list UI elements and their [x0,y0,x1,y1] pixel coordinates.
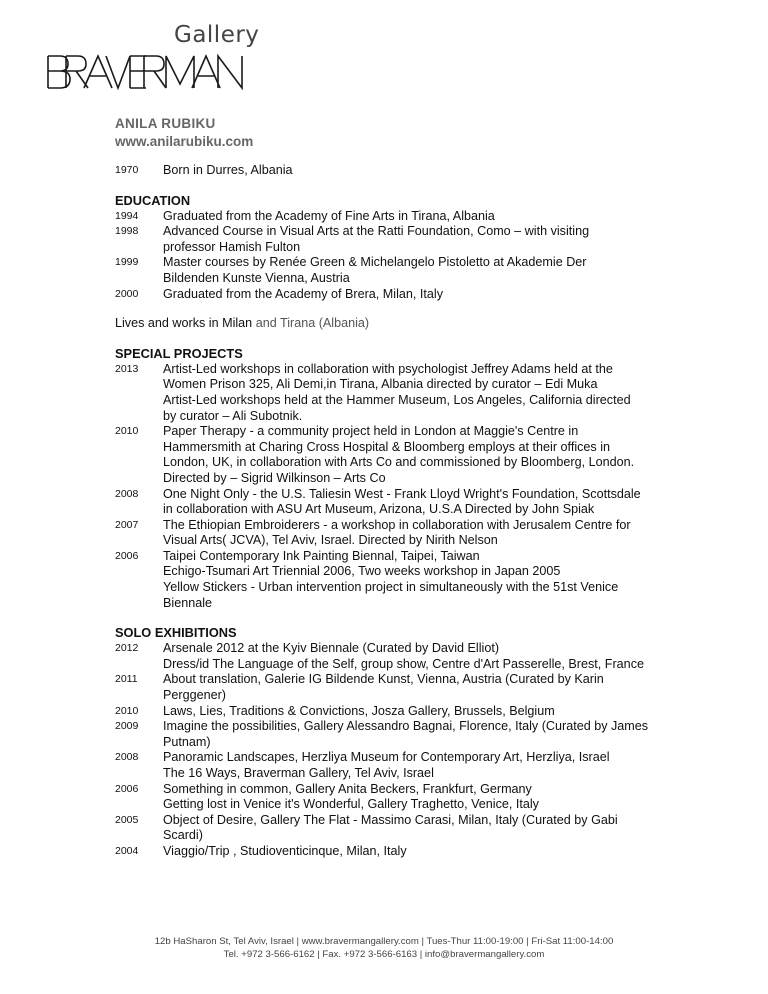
year-label: 2009 [115,720,139,733]
year-label: 2000 [115,287,139,300]
year-label: 2010 [115,425,139,438]
entry-text: Women Prison 325, Ali Demi,in Tirana, Albania directed by curator – Edi Muka [163,377,598,392]
entry-row [115,224,715,240]
logo-wordmark [46,54,246,90]
year-label [115,271,163,287]
education-list [115,209,715,303]
footer [0,935,768,961]
entry-row [115,549,715,565]
entry-row [115,813,715,829]
entry-row [115,271,715,287]
solo-exhibitions-list [115,641,715,859]
year-label [115,393,163,409]
year-label [115,240,163,256]
year-label: 2010 [115,704,139,717]
entry-text: Panoramic Landscapes, Herzliya Museum for Contemporary Art, Herzliya, Israel [163,750,610,765]
year-label [115,688,163,704]
entry-text: by curator – Ali Subotnik. [163,408,303,423]
entry-text: Graduated from the Academy of Brera, Milan, Italy [163,286,443,301]
entry-row [115,750,715,766]
year-label: 1970 [115,164,139,176]
entry-row [115,409,715,425]
entry-row [115,440,715,456]
logo-gallery-word: Gallery [174,22,260,48]
entry-row [115,518,715,534]
entry-text: About translation, Galerie IG Bildende Kunst, Vienna, Austria (Curated by Karin [163,672,604,687]
entry-text: in collaboration with ASU Art Museum, Arizona, U.S.A Directed by John Spiak [163,502,595,517]
year-label [115,564,163,580]
year-label [115,455,163,471]
entry-row [115,455,715,471]
entry-text: Visual Arts( JCVA), Tel Aviv, Israel. Directed by Nirith Nelson [163,533,498,548]
entry-row [115,287,715,303]
entry-text: Imagine the possibilities, Gallery Alessandro Bagnai, Florence, Italy (Curated by James [163,719,649,734]
year-label: 2007 [115,518,139,531]
artist-name: ANILA RUBIKU [115,116,216,131]
year-label [115,657,163,673]
entry-row [115,828,715,844]
year-label [115,377,163,393]
year-label [115,533,163,549]
entry-text: Laws, Lies, Traditions & Convictions, Josza Gallery, Brussels, Belgium [163,703,555,718]
year-label [115,797,163,813]
year-label: 2006 [115,782,139,795]
entry-row [115,502,715,518]
entry-text: Arsenale 2012 at the Kyiv Biennale (Curated by David Elliot) [163,641,500,656]
cv-content [115,163,715,860]
entry-text: Dress/id The Language of the Self, group show, Centre d'Art Passerelle, Brest, France [163,656,644,671]
entry-text: The 16 Ways, Braverman Gallery, Tel Aviv, Israel [163,766,434,780]
year-label [115,735,163,751]
lives-main: Lives and works in Milan [115,316,256,331]
year-label [115,580,163,596]
year-label [115,502,163,518]
entry-text: Getting lost in Venice it's Wonderful, Gallery Traghetto, Venice, Italy [163,797,539,812]
entry-text: The Ethiopian Embroiderers - a workshop in collaboration with Jerusalem Centre for [163,517,631,532]
footer-address-line: 12b HaSharon St, Tel Aviv, Israel | www.bravermangallery.com | Tues-Thur 11:00-19:00 | Fri-Sat 11:00-14:00 [154,936,614,947]
year-label: 1994 [115,209,139,222]
entry-text: Taipei Contemporary Ink Painting Biennal, Taipei, Taiwan [163,548,480,563]
year-label: 2011 [115,673,138,686]
year-label: 2013 [115,362,139,375]
entry-row [115,393,715,409]
entry-row [115,240,715,256]
special-projects-list [115,362,715,612]
entry-row [115,672,715,688]
year-label: 2005 [115,813,139,826]
entry-text: Artist-Led workshops in collaboration with psychologist Jeffrey Adams held at the [163,361,613,376]
entry-text: Object of Desire, Gallery The Flat - Massimo Carasi, Milan, Italy (Curated by Gabi [163,812,618,827]
entry-text: Yellow Stickers - Urban intervention project in simultaneously with the 51st Venice [163,580,619,595]
entry-text: London, UK, in collaboration with Arts Co and commissioned by Bloomberg, London. [163,455,635,470]
solo-exhibitions-heading: SOLO EXHIBITIONS [115,625,237,641]
entry-row [115,209,715,225]
entry-text: Putnam) [163,734,211,749]
year-label: 2006 [115,549,139,562]
birth-row [115,163,715,179]
year-label: 1999 [115,256,139,269]
entry-row [115,719,715,735]
special-projects-heading: SPECIAL PROJECTS [115,345,243,361]
year-label: 2004 [115,844,139,857]
entry-text: Hammersmith at Charing Cross Hospital & Bloomberg employs at their offices in [163,439,611,454]
artist-website[interactable]: www.anilarubiku.com [115,134,254,149]
entry-text: Something in common, Gallery Anita Beckers, Frankfurt, Germany [163,781,532,796]
entry-row [115,424,715,440]
year-label: 2012 [115,642,139,655]
entry-text: Master courses by Renée Green & Michelangelo Pistoletto at Akademie Der [163,255,587,270]
entry-row [115,766,715,782]
entry-row [115,688,715,704]
entry-row [115,487,715,503]
year-label: 2008 [115,487,139,500]
year-label [115,471,163,487]
entry-row [115,657,715,673]
year-label [115,766,163,782]
entry-text: Artist-Led workshops held at the Hammer Museum, Los Angeles, California directed [163,392,631,407]
year-label: 2008 [115,751,139,764]
year-label [115,440,163,456]
entry-text: Scardi) [163,828,203,843]
year-label [115,828,163,844]
gallery-logo [46,22,260,92]
entry-row [115,580,715,596]
entry-text: Echigo-Tsumari Art Triennial 2006, Two weeks workshop in Japan 2005 [163,564,561,579]
year-label [115,409,163,425]
entry-row [115,797,715,813]
year-label: 1998 [115,225,139,238]
footer-contact-line: Tel. +972 3-566-6162 | Fax. +972 3-566-6163 | info@bravermangallery.com [223,949,545,960]
entry-text: Advanced Course in Visual Arts at the Ratti Foundation, Como – with visiting [163,224,590,239]
entry-row [115,844,715,860]
entry-row [115,782,715,798]
entry-row [115,704,715,720]
entry-row [115,377,715,393]
lives-muted: and Tirana (Albania) [255,316,370,331]
entry-text: Viaggio/Trip , Studioventicinque, Milan, Italy [163,843,407,858]
entry-text: professor Hamish Fulton [163,239,301,254]
lives-and-works [115,316,715,332]
entry-text: Perggener) [163,688,227,703]
entry-row [115,471,715,487]
entry-row [115,362,715,378]
entry-text: Bildenden Kunste Vienna, Austria [163,270,350,285]
education-heading: EDUCATION [115,192,191,208]
entry-row [115,596,715,612]
entry-text: Paper Therapy - a community project held in London at Maggie's Centre in [163,424,579,439]
artist-header [115,115,253,151]
entry-text: Directed by – Sigrid Wilkinson – Arts Co [163,470,386,485]
entry-row [115,735,715,751]
entry-text: Biennale [163,595,213,610]
entry-row [115,533,715,549]
entry-text: Born in Durres, Albania [163,163,293,177]
entry-row [115,641,715,657]
entry-row [115,255,715,271]
year-label [115,596,163,612]
entry-text: Graduated from the Academy of Fine Arts in Tirana, Albania [163,208,495,223]
entry-text: One Night Only - the U.S. Taliesin West - Frank Lloyd Wright's Foundation, Scottsdale [163,486,641,501]
entry-row [115,564,715,580]
